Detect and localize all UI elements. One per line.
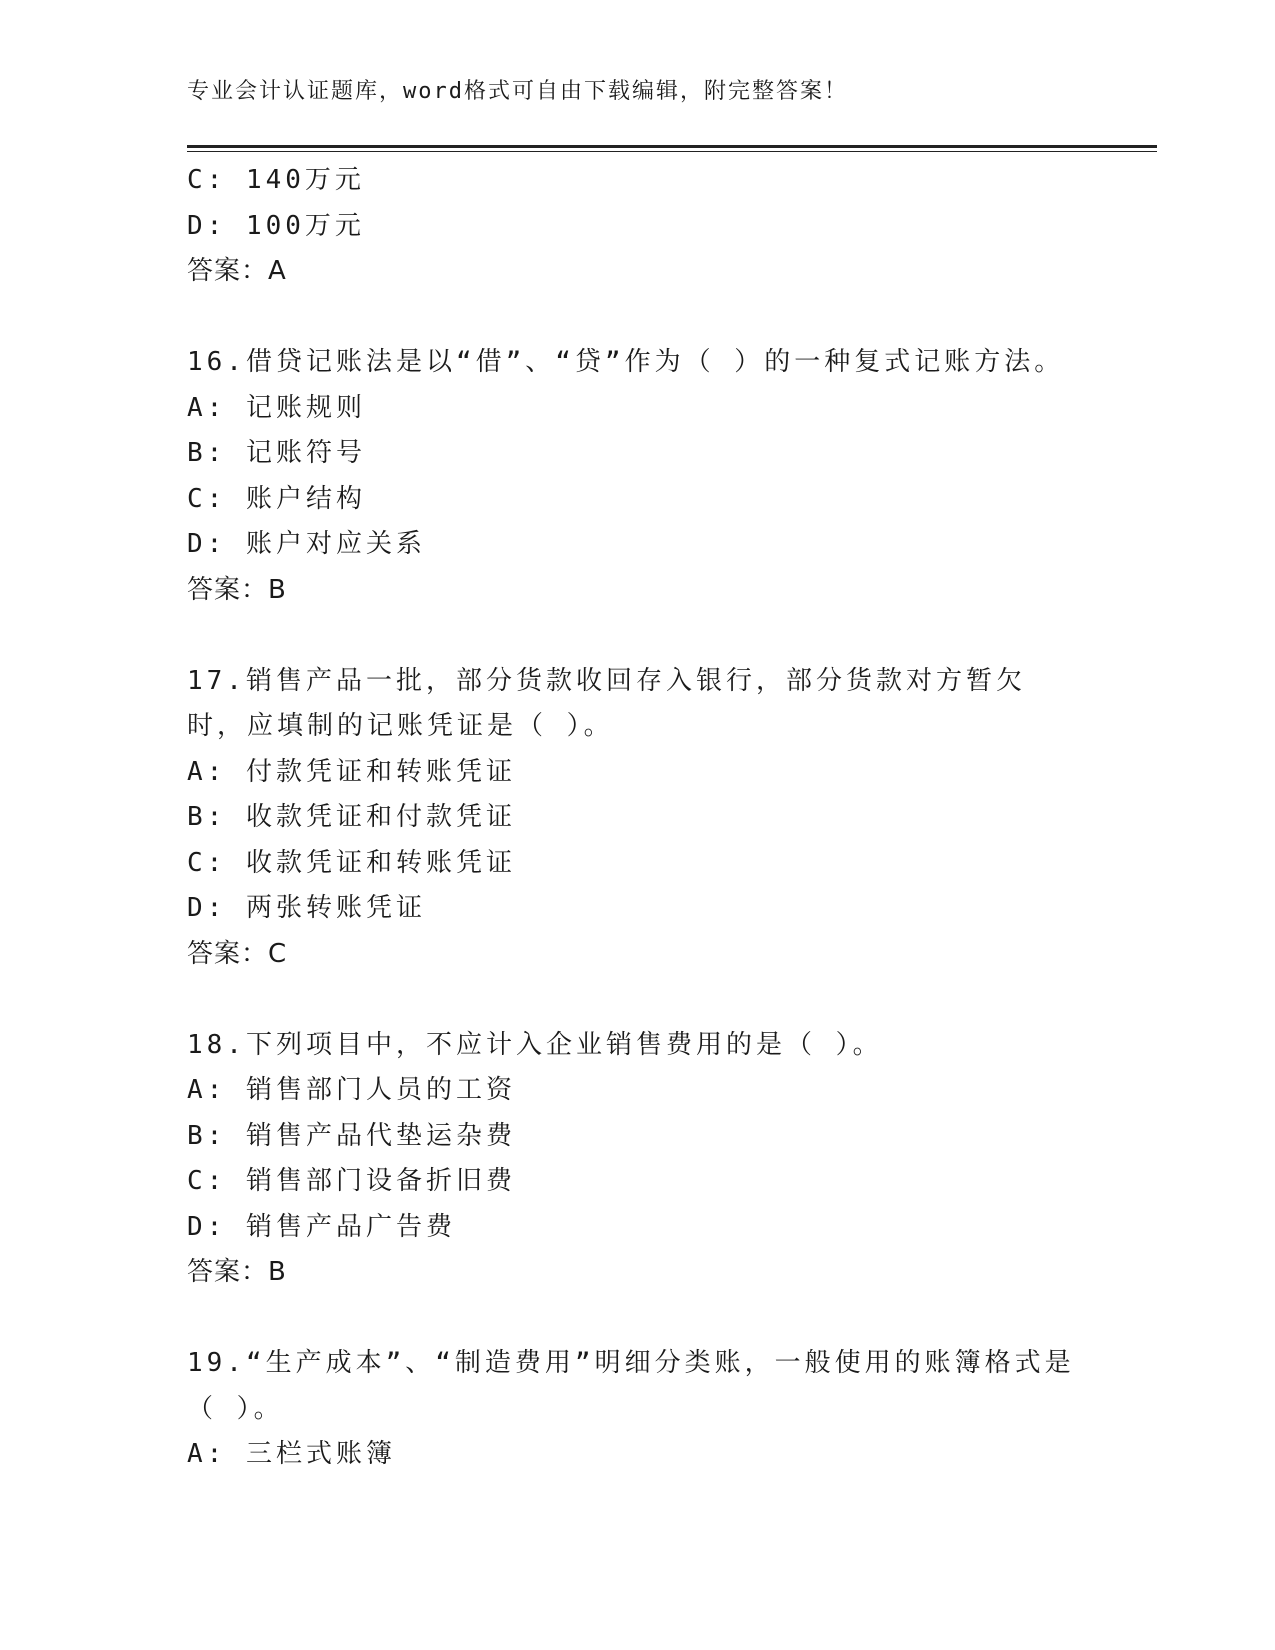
question-18-text: 18.下列项目中，不应计入企业销售费用的是（ ）。 [187, 1029, 883, 1060]
q19-option-a: A: 三栏式账簿 [187, 1439, 396, 1469]
page-header: 专业会计认证题库，word格式可自由下载编辑，附完整答案！ [187, 79, 848, 104]
question-17-text: 17.销售产品一批，部分货款收回存入银行，部分货款对方暂欠时，应填制的记账凭证是（ ）。 [187, 665, 1026, 741]
q17-option-d: D: 两张转账凭证 [187, 893, 426, 923]
spacer [187, 977, 1087, 1023]
q17-option-b: B: 收款凭证和付款凭证 [187, 802, 516, 832]
header-rule-thick [187, 145, 1157, 148]
spacer [187, 613, 1087, 659]
q18-option-a: A: 销售部门人员的工资 [187, 1075, 516, 1105]
q16-option-c: C: 账户结构 [187, 483, 366, 514]
q16-option-a: A: 记账规则 [187, 392, 366, 423]
q18-answer: 答案：B [187, 1257, 287, 1287]
question-16-text: 16.借贷记账法是以“借”、“贷”作为（ ）的一种复式记账方法。 [187, 347, 1065, 377]
question-19-text: 19.“生产成本”、“制造费用”明细分类账，一般使用的账簿格式是（ ）。 [187, 1348, 1075, 1424]
answer-line: 答案：A [187, 256, 287, 286]
option-c: C: 140万元 [187, 165, 365, 195]
q16-answer: 答案：B [187, 574, 287, 605]
option-d: D: 100万元 [187, 210, 365, 241]
q18-option-b: B: 销售产品代垫运杂费 [187, 1120, 516, 1151]
question-content [187, 158, 1087, 1478]
q18-option-c: C: 销售部门设备折旧费 [187, 1166, 516, 1196]
q17-answer: 答案：C [187, 938, 288, 969]
q17-option-c: C: 收款凭证和转账凭证 [187, 847, 516, 878]
spacer [187, 1296, 1087, 1342]
q17-option-a: A: 付款凭证和转账凭证 [187, 756, 516, 787]
q18-option-d: D: 销售产品广告费 [187, 1211, 456, 1242]
header-rule-thin [187, 151, 1157, 152]
q16-option-b: B: 记账符号 [187, 438, 366, 468]
spacer [187, 295, 1087, 341]
q16-option-d: D: 账户对应关系 [187, 529, 426, 559]
